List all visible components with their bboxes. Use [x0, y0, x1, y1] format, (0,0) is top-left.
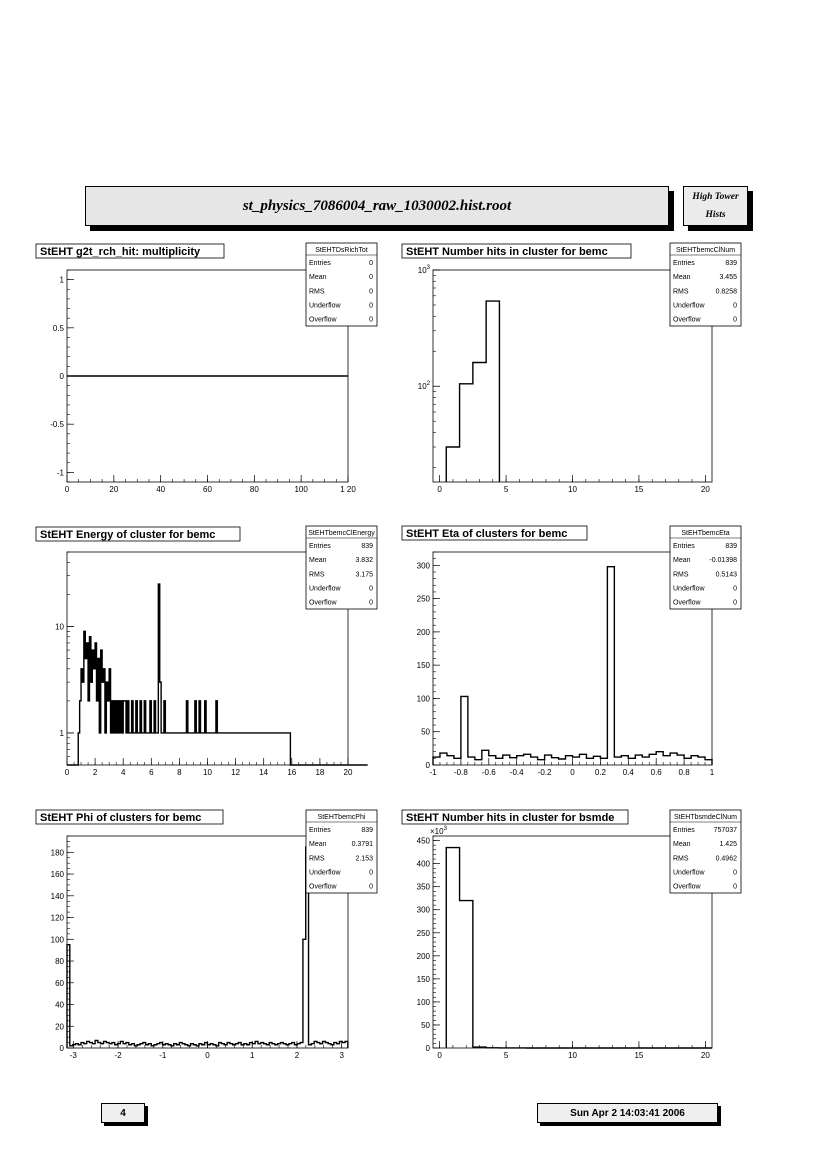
x-tick-label: -3 [69, 1051, 77, 1060]
y-tick-label: 250 [416, 928, 430, 938]
stats-label: Mean [673, 841, 691, 849]
y-tick-base: 10 [417, 382, 427, 392]
stats-label: Underflow [309, 869, 341, 877]
stats-value: 839 [725, 542, 737, 550]
x-tick-label: -0.4 [509, 768, 524, 777]
y-tick-label: 50 [421, 1020, 430, 1030]
stats-value: 0 [369, 259, 373, 267]
stats-label: Underflow [309, 585, 341, 593]
histogram-panel [36, 243, 377, 494]
stats-value: 839 [361, 542, 373, 550]
x-tick-label: 0 [64, 485, 70, 494]
tag-line-2: Hists [705, 210, 726, 220]
x-tick-label: 0.6 [650, 768, 662, 777]
y-multiplier [430, 826, 448, 836]
y-tick-label: 60 [55, 978, 64, 988]
stats-label: Underflow [673, 302, 705, 310]
stats-label: Mean [673, 274, 691, 282]
stats-label: Entries [673, 259, 695, 267]
stats-label: Entries [673, 542, 695, 550]
y-tick-exponent: 3 [426, 265, 430, 271]
histogram-title: StEHT Number hits in cluster for bemc [406, 246, 608, 258]
file-title-text: st_physics_7086004_raw_1030002.hist.root [242, 197, 512, 214]
y-tick-label: 0 [425, 761, 430, 770]
y-tick-label: 140 [50, 891, 64, 901]
x-tick-label: 0.2 [594, 768, 606, 777]
y-tick-label [418, 381, 431, 391]
stats-value: 0 [733, 869, 737, 877]
stats-value: 0.8258 [715, 288, 737, 296]
stats-label: Underflow [673, 869, 705, 877]
y-tick-label: -0.5 [50, 420, 64, 430]
stats-label: Entries [309, 542, 331, 550]
x-tick-label: -2 [114, 1051, 122, 1060]
stats-label: RMS [309, 571, 325, 579]
x-tick-label: -1 [429, 768, 437, 777]
stats-box [306, 810, 377, 893]
y-tick-label: 0 [59, 1044, 64, 1053]
stats-value: 839 [725, 259, 737, 267]
y-tick-label: 200 [416, 951, 430, 961]
stats-value: 0 [733, 585, 737, 593]
x-tick-label: -1 [159, 1051, 167, 1060]
stats-label: Mean [309, 841, 327, 849]
x-tick-label: 5 [503, 485, 509, 494]
stats-label: Mean [309, 274, 327, 282]
stats-box [670, 810, 741, 893]
x-tick-label: 15 [634, 1051, 644, 1060]
x-tick-label: 15 [634, 485, 644, 494]
x-tick-label: 20 [700, 485, 710, 494]
x-tick-label: 2 [294, 1051, 300, 1060]
x-tick-label: 3 [339, 1051, 344, 1060]
histogram-panel [402, 810, 741, 1060]
stats-value: 0 [369, 302, 373, 310]
stats-label: Mean [309, 557, 327, 565]
x-tick-label: 0 [205, 1051, 210, 1060]
x-tick-label: 10 [568, 1051, 577, 1060]
y-tick-label: 50 [421, 727, 430, 737]
stats-value: 0 [369, 869, 373, 877]
x-tick-label: 0 [437, 485, 442, 494]
y-tick-label: 100 [50, 935, 64, 945]
x-tick-label: 60 [203, 485, 212, 494]
stats-label: Overflow [673, 316, 701, 324]
stats-name: StEHTbemcPhi [317, 814, 366, 821]
histogram-title: StEHT Number hits in cluster for bsmde [406, 812, 615, 824]
y-tick-label: 300 [416, 561, 430, 571]
x-tick-label: 20 [343, 768, 353, 777]
y-tick-label: 0.5 [52, 323, 64, 333]
y-tick-label: 180 [50, 848, 64, 858]
stats-value: 0.4962 [715, 855, 737, 863]
stats-label: Underflow [673, 585, 705, 593]
stats-label: Overflow [309, 883, 337, 891]
x-tick-label: 100 [294, 485, 308, 494]
x-tick-label: 12 [231, 768, 241, 777]
stats-box [306, 526, 377, 609]
y-tick-label: 450 [416, 836, 430, 846]
print-date [537, 1103, 718, 1123]
x-tick-label: 10 [203, 768, 212, 777]
page-number-text: 4 [120, 1107, 126, 1119]
y-tick-label: 1 [59, 275, 64, 285]
stats-value: 0 [733, 316, 737, 324]
x-tick-label: 1 20 [340, 485, 356, 494]
stats-value: 839 [361, 826, 373, 834]
stats-label: RMS [673, 855, 689, 863]
y-tick-label: 200 [416, 627, 430, 637]
stats-label: Overflow [673, 883, 701, 891]
histogram-title: StEHT Energy of cluster for bemc [40, 529, 216, 541]
y-tick-label: 350 [416, 882, 430, 892]
y-multiplier-exponent: 3 [443, 826, 447, 832]
y-tick-label: 150 [416, 661, 430, 671]
y-tick-label: 10 [55, 622, 64, 632]
y-tick-base: 10 [417, 266, 427, 275]
stats-label: Entries [309, 259, 331, 267]
y-tick-label: -1 [56, 468, 64, 478]
stats-name: StEHTbemcClNum [675, 247, 736, 254]
stats-value: 0 [369, 274, 373, 282]
stats-box [670, 243, 741, 326]
stats-label: Entries [309, 826, 331, 834]
x-tick-label: 0.8 [678, 768, 690, 777]
x-tick-label: 14 [259, 768, 269, 777]
stats-value: 0 [369, 316, 373, 324]
stats-value: 0 [733, 302, 737, 310]
y-tick-label: 80 [55, 957, 64, 967]
stats-value: -0.01398 [709, 557, 737, 565]
x-tick-label: 1 [709, 768, 715, 777]
y-tick-exponent: 2 [426, 381, 430, 388]
stats-name: StEHTbemcClEnergy [308, 530, 375, 537]
stats-label: RMS [673, 571, 689, 579]
y-tick-label: 160 [50, 870, 64, 880]
stats-name: StEHTbemcEta [681, 530, 730, 537]
histogram-panel [36, 526, 377, 777]
y-tick-label: 400 [416, 859, 430, 869]
x-tick-label: 0 [437, 1051, 442, 1060]
x-tick-label: 80 [249, 485, 259, 494]
stats-value: 0 [369, 599, 373, 607]
y-tick-label: 150 [416, 974, 430, 984]
y-tick-label: 100 [416, 694, 430, 704]
x-tick-label: 2 [92, 768, 98, 777]
stats-label: Entries [673, 826, 695, 834]
y-tick-label: 1 [59, 728, 64, 738]
stats-box [306, 243, 377, 326]
stats-value: 0 [733, 599, 737, 607]
stats-label: Mean [673, 557, 691, 565]
y-tick-label: 0 [59, 372, 64, 381]
x-tick-label: 10 [568, 485, 577, 494]
print-date-text: Sun Apr 2 14:03:41 2006 [570, 1107, 685, 1119]
stats-value: 3.832 [355, 557, 373, 565]
stats-value: 1.425 [719, 841, 737, 849]
x-tick-label: 40 [156, 485, 166, 494]
x-tick-label: 16 [287, 768, 297, 777]
x-tick-label: 20 [109, 485, 119, 494]
y-tick-label: 100 [416, 997, 430, 1007]
stats-value: 3.175 [355, 571, 373, 579]
y-tick-label [418, 265, 431, 275]
y-tick-label: 120 [50, 913, 64, 923]
stats-name: StEHTbsmdeClNum [673, 814, 738, 821]
x-tick-label: 20 [700, 1051, 710, 1060]
stats-value: 0 [369, 288, 373, 296]
x-tick-label: 18 [315, 768, 325, 777]
histogram-panel [36, 810, 377, 1060]
x-tick-label: 5 [503, 1051, 509, 1060]
y-tick-label: 300 [416, 905, 430, 915]
stats-value: 0.5143 [715, 571, 737, 579]
x-tick-label: 0 [570, 768, 575, 777]
y-tick-label: 20 [55, 1022, 64, 1032]
x-tick-label: 0 [64, 768, 70, 777]
stats-label: Underflow [309, 302, 341, 310]
stats-value: 757037 [713, 826, 737, 834]
stats-value: 0 [369, 585, 373, 593]
x-tick-label: 0.4 [622, 768, 634, 777]
y-tick-label: 250 [416, 594, 430, 604]
x-tick-label: 8 [177, 768, 182, 777]
histogram-title: StEHT Eta of clusters for bemc [406, 528, 568, 540]
stats-label: RMS [309, 288, 325, 296]
stats-value: 0.3791 [351, 841, 373, 849]
histogram-title: StEHT Phi of clusters for bemc [40, 812, 202, 824]
x-tick-label: 6 [149, 768, 154, 777]
x-tick-label: -0.2 [537, 768, 552, 777]
stats-value: 2.153 [355, 855, 373, 863]
stats-label: Overflow [309, 316, 337, 324]
stats-label: RMS [309, 855, 325, 863]
stats-name: StEHTDsRichTot [315, 247, 368, 254]
y-tick-label: 0 [425, 1044, 430, 1053]
histogram-panel [402, 243, 741, 494]
stats-value: 3.455 [719, 274, 737, 282]
x-tick-label: -0.8 [454, 768, 468, 777]
tag-line-1: High Tower [692, 192, 739, 202]
stats-value: 0 [733, 883, 737, 891]
stats-value: 0 [369, 883, 373, 891]
y-tick-label: 40 [55, 1000, 64, 1010]
y-multiplier-base: ×10 [430, 827, 444, 836]
x-tick-label: 1 [249, 1051, 255, 1060]
histogram-panel [402, 526, 741, 777]
histogram-title: StEHT g2t_rch_hit: multiplicity [40, 246, 201, 258]
x-tick-label: 4 [120, 768, 126, 777]
stats-box [670, 526, 741, 609]
stats-label: Overflow [309, 599, 337, 607]
x-tick-label: -0.6 [481, 768, 496, 777]
page-number [101, 1103, 145, 1123]
stats-label: RMS [673, 288, 689, 296]
stats-label: Overflow [673, 599, 701, 607]
